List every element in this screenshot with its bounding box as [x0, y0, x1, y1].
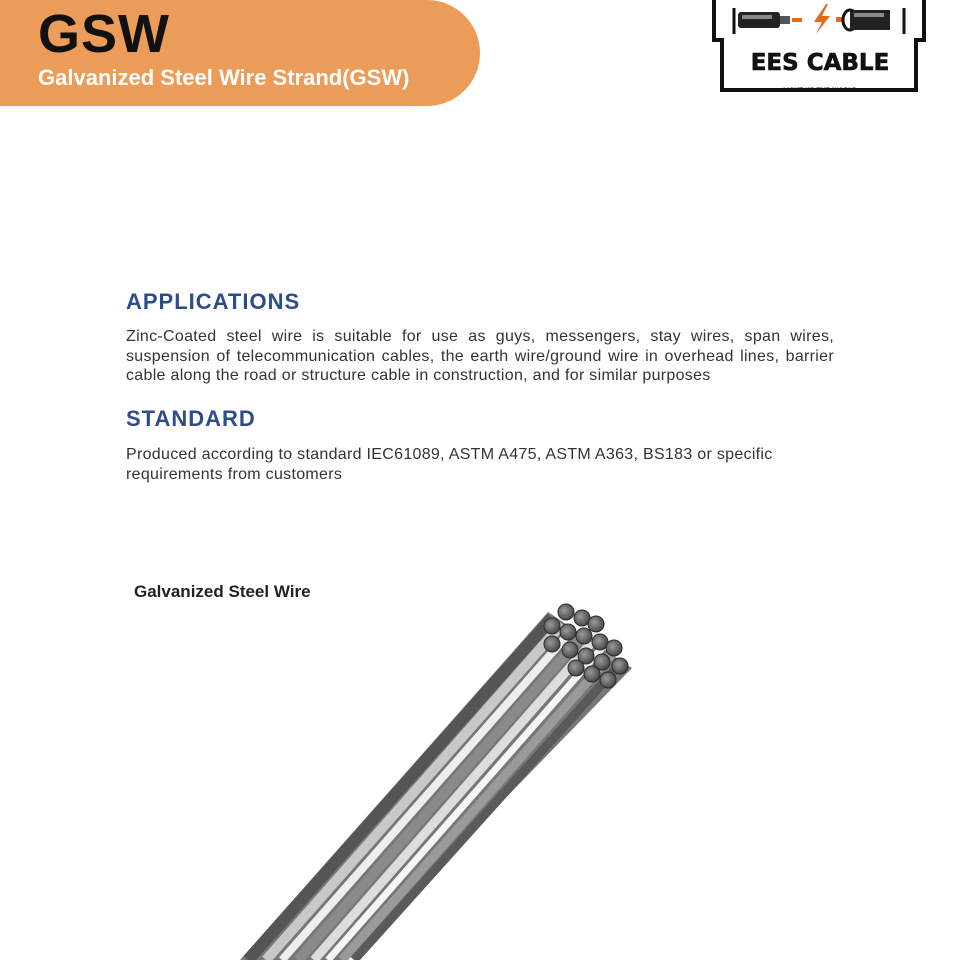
- header-banner: [0, 0, 480, 106]
- steel-wire-strand-image: [230, 600, 640, 960]
- cable-lightning-icon: [708, 0, 932, 100]
- page-title: GSW: [38, 4, 170, 64]
- product-label: Galvanized Steel Wire: [134, 582, 311, 601]
- svg-text:LIGHT UP THE WORLD: LIGHT UP THE WORLD: [783, 87, 857, 94]
- svg-text:<: <: [768, 87, 774, 94]
- ees-cable-logo: [708, 0, 932, 100]
- standard-heading: STANDARD: [126, 406, 256, 431]
- standard-text: Produced according to standard IEC61089, ASTM A475, ASTM A363, BS183 or specific requirements from customers: [126, 446, 773, 483]
- svg-text:>: >: [868, 87, 874, 94]
- applications-heading: APPLICATIONS: [126, 289, 301, 314]
- page-subtitle: Galvanized Steel Wire Strand(GSW): [38, 65, 410, 90]
- applications-text: Zinc-Coated steel wire is suitable for use as guys, messengers, stay wires, span wires, suspension of telecommunication cables, the earth wire/ground wire in overhead lines, barrier cable along the road or structure cable in construction, and for similar purposes: [126, 328, 834, 384]
- svg-text:EES CABLE: EES CABLE: [750, 50, 890, 76]
